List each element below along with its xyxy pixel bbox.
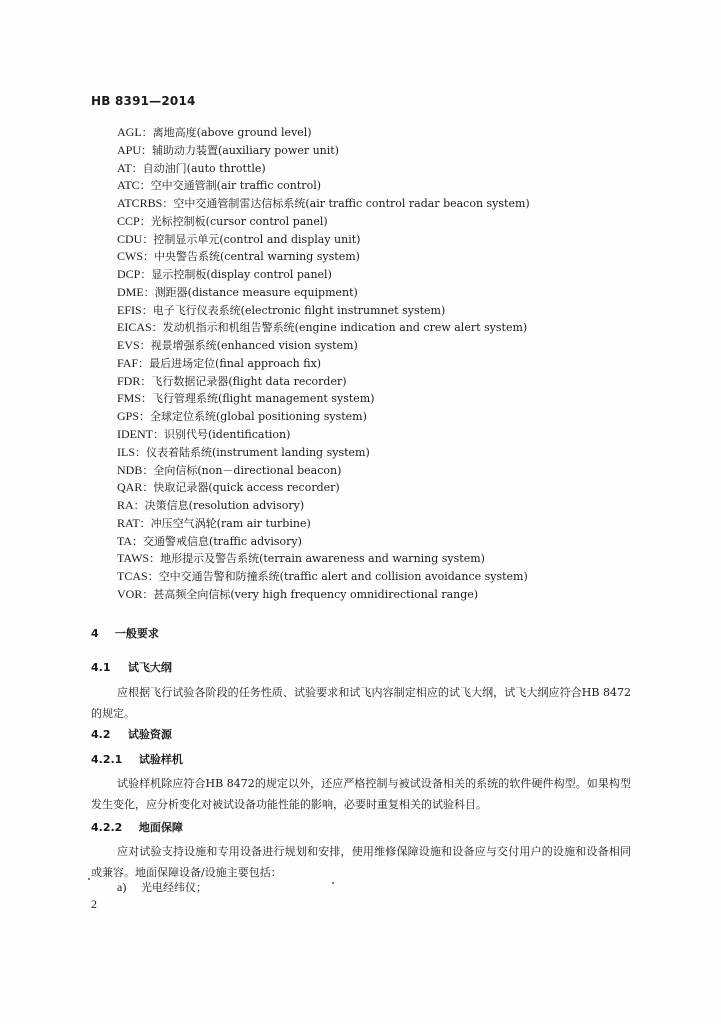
abbreviation-code: VOR xyxy=(117,586,143,601)
abbreviation-code: DME xyxy=(117,284,144,299)
abbreviation-separator: ： xyxy=(141,303,153,317)
abbreviation-separator: ： xyxy=(133,499,145,513)
section-title: 地面保障 xyxy=(138,821,183,834)
abbreviation-description: 空中交通管制雷达信标系统(air traffic control radar beacon system) xyxy=(173,197,530,211)
abbreviation-description: 空中交通管制(air traffic control) xyxy=(150,179,321,193)
abbreviation-separator: ： xyxy=(162,197,174,211)
section-number: 4.2.1 xyxy=(91,753,123,766)
abbreviation-description: 地形提示及警告系统(terrain awareness and warning system) xyxy=(160,552,485,566)
section-4-2-1-paragraph: 试验样机除应符合HB 8472的规定以外，还应严格控制与被试设备相关的系统的软件硬件构型。如果构型发生变化，应分析变化对被试设备功能性能的影响，必要时重复相关的试验科目。 xyxy=(91,777,631,811)
abbreviation-item xyxy=(117,195,677,213)
abbreviation-code: GPS xyxy=(117,409,140,424)
abbreviation-code: FDR xyxy=(117,373,141,388)
abbreviation-item xyxy=(117,408,677,426)
abbreviation-separator: ： xyxy=(142,463,154,477)
abbreviation-description: 冲压空气涡轮(ram air turbine) xyxy=(150,516,311,530)
abbreviation-description: 仪表着陆系统(instrument landing system) xyxy=(146,445,370,459)
abbreviation-item xyxy=(117,550,677,568)
abbreviation-item xyxy=(117,142,677,160)
abbreviation-item xyxy=(117,515,677,533)
abbreviation-description: 空中交通告警和防撞系统(traffic alert and collision avoidance system) xyxy=(158,570,528,584)
abbreviation-code: CDU xyxy=(117,231,143,246)
abbreviation-description: 最后进场定位(final approach fix) xyxy=(149,356,322,370)
abbreviation-description: 自动油门(auto throttle) xyxy=(142,161,266,175)
abbreviation-separator: ： xyxy=(147,570,159,584)
abbreviation-description: 识别代号(identification) xyxy=(164,428,291,442)
abbreviation-code: QAR xyxy=(117,480,143,495)
abbreviation-separator: ： xyxy=(139,516,151,530)
section-4-1-heading xyxy=(91,659,172,675)
abbreviation-description: 中央警告系统(central warning system) xyxy=(154,250,360,264)
abbreviation-item xyxy=(117,462,677,480)
abbreviation-code: EICAS xyxy=(117,320,152,335)
section-4-2-2-heading xyxy=(91,819,183,835)
abbreviation-separator: ： xyxy=(135,445,146,459)
abbreviation-separator: ： xyxy=(141,143,153,157)
abbreviation-item xyxy=(117,248,677,266)
abbreviation-description: 显示控制板(display control panel) xyxy=(151,268,332,282)
section-4-1-paragraph: 应根据飞行试验各阶段的任务性质、试验要求和试飞内容制定相应的试飞大纲，试飞大纲应符合HB 8472的规定。 xyxy=(91,686,631,720)
abbreviation-separator: ： xyxy=(153,428,164,442)
abbreviation-code: FAF xyxy=(117,355,139,370)
abbreviation-description: 全球定位系统(global positioning system) xyxy=(150,410,367,424)
abbreviation-item xyxy=(117,284,677,302)
abbreviation-description: 电子飞行仪表系统(electronic filght instrumnet system) xyxy=(152,303,446,317)
abbreviation-item xyxy=(117,213,677,231)
section-title: 一般要求 xyxy=(114,627,159,640)
abbreviation-item xyxy=(117,124,677,142)
abbreviation-item xyxy=(117,568,677,586)
abbreviation-list xyxy=(117,124,677,604)
abbreviation-code: IDENT xyxy=(117,427,153,442)
abbreviation-separator: ： xyxy=(142,587,154,601)
abbreviation-description: 辅助动力装置(auxiliary power unit) xyxy=(152,143,339,157)
abbreviation-item xyxy=(117,586,677,604)
abbreviation-code: EVS xyxy=(117,338,140,353)
abbreviation-description: 决策信息(resolution advisory) xyxy=(144,499,305,513)
abbreviation-item xyxy=(117,337,677,355)
abbreviation-code: TCAS xyxy=(117,569,148,584)
section-title: 试验资源 xyxy=(127,728,172,741)
list-marker: a) xyxy=(117,880,127,894)
abbreviation-item xyxy=(117,177,677,195)
abbreviation-separator: ： xyxy=(142,481,154,495)
abbreviation-description: 甚高频全向信标(very high frequency omnidirectional range) xyxy=(153,587,479,601)
abbreviation-code: EFIS xyxy=(117,302,142,317)
abbreviation-separator: ： xyxy=(140,374,152,388)
abbreviation-item xyxy=(117,302,677,320)
abbreviation-description: 光标控制板(cursor control panel) xyxy=(150,214,328,228)
abbreviation-separator: ： xyxy=(141,392,153,406)
abbreviation-item xyxy=(117,266,677,284)
section-title: 试验样机 xyxy=(138,753,183,766)
abbreviation-code: AGL xyxy=(117,125,142,139)
abbreviation-code: DCP xyxy=(117,267,141,282)
page-number: 2 xyxy=(91,897,97,911)
abbreviation-item xyxy=(117,373,677,391)
abbreviation-separator: ： xyxy=(151,321,163,335)
section-number: 4 xyxy=(91,627,99,640)
abbreviation-item xyxy=(117,426,677,444)
abbreviation-description: 全向信标(non－directional beacon) xyxy=(153,463,342,477)
abbreviation-code: RAT xyxy=(117,515,140,530)
abbreviation-description: 离地高度(above ground level) xyxy=(152,126,312,139)
list-item-text: 光电经纬仪； xyxy=(141,881,207,894)
abbreviation-item xyxy=(117,390,677,408)
abbreviation-code: RA xyxy=(117,498,134,513)
abbreviation-description: 交通警戒信息(traffic advisory) xyxy=(143,534,302,548)
abbreviation-description: 视景增强系统(enhanced vision system) xyxy=(150,339,358,353)
abbreviation-code: ATCRBS xyxy=(117,196,163,211)
abbreviation-description: 发动机指示和机组告警系统(engine indication and crew alert system) xyxy=(162,321,528,335)
abbreviation-description: 控制显示单元(control and display unit) xyxy=(153,232,361,246)
abbreviation-description: 测距器(distance measure equipment) xyxy=(154,285,358,299)
abbreviation-item xyxy=(117,160,677,178)
abbreviation-item xyxy=(117,231,677,249)
section-4-2-1-heading xyxy=(91,751,183,767)
abbreviation-code: ATC xyxy=(117,178,140,193)
abbreviation-separator: ： xyxy=(139,410,151,424)
abbreviation-code: TAWS xyxy=(117,551,150,566)
list-item xyxy=(117,879,207,895)
abbreviation-separator: ： xyxy=(132,534,144,548)
abbreviation-description: 飞行管理系统(flight management system) xyxy=(152,392,375,406)
abbreviation-separator: ： xyxy=(149,552,161,566)
abbreviation-separator: ： xyxy=(139,214,151,228)
abbreviation-code: AT xyxy=(117,160,132,175)
abbreviation-code: CCP xyxy=(117,213,140,228)
abbreviation-code: ILS xyxy=(117,444,135,459)
abbreviation-separator: ： xyxy=(141,126,153,139)
abbreviation-description: 快取记录器(quick access recorder) xyxy=(153,481,340,495)
abbreviation-separator: ： xyxy=(131,161,143,175)
section-number: 4.1 xyxy=(91,661,111,674)
abbreviation-code: APU xyxy=(117,142,142,157)
abbreviation-item xyxy=(117,497,677,515)
section-number: 4.2.2 xyxy=(91,821,123,834)
standard-code-header: HB 8391—2014 xyxy=(91,94,196,108)
abbreviation-item xyxy=(117,355,677,373)
section-number: 4.2 xyxy=(91,728,111,741)
abbreviation-item xyxy=(117,444,677,462)
abbreviation-code: NDB xyxy=(117,462,143,477)
abbreviation-separator: ： xyxy=(143,250,155,264)
section-4-2-heading xyxy=(91,726,172,742)
abbreviation-item xyxy=(117,533,677,551)
abbreviation-separator: ： xyxy=(139,339,151,353)
abbreviation-item xyxy=(117,319,677,337)
abbreviation-item xyxy=(117,479,677,497)
abbreviation-code: FMS xyxy=(117,391,142,406)
section-4-heading xyxy=(91,625,159,641)
scan-speck xyxy=(88,878,90,880)
abbreviation-code: CWS xyxy=(117,249,144,264)
abbreviation-description: 飞行数据记录器(flight data recorder) xyxy=(151,374,347,388)
scan-speck xyxy=(332,882,334,884)
section-title: 试飞大纲 xyxy=(127,661,172,674)
abbreviation-code: TA xyxy=(117,533,133,548)
abbreviation-separator: ： xyxy=(138,356,150,370)
abbreviation-separator: ： xyxy=(140,268,152,282)
abbreviation-separator: ： xyxy=(143,285,155,299)
abbreviation-separator: ： xyxy=(139,179,151,193)
section-4-2-2-paragraph: 应对试验支持设施和专用设备进行规划和安排，使用维修保障设施和设备应与交付用户的设施和设备相同或兼容。地面保障设备/设施主要包括： xyxy=(91,845,631,879)
abbreviation-separator: ： xyxy=(142,232,154,246)
